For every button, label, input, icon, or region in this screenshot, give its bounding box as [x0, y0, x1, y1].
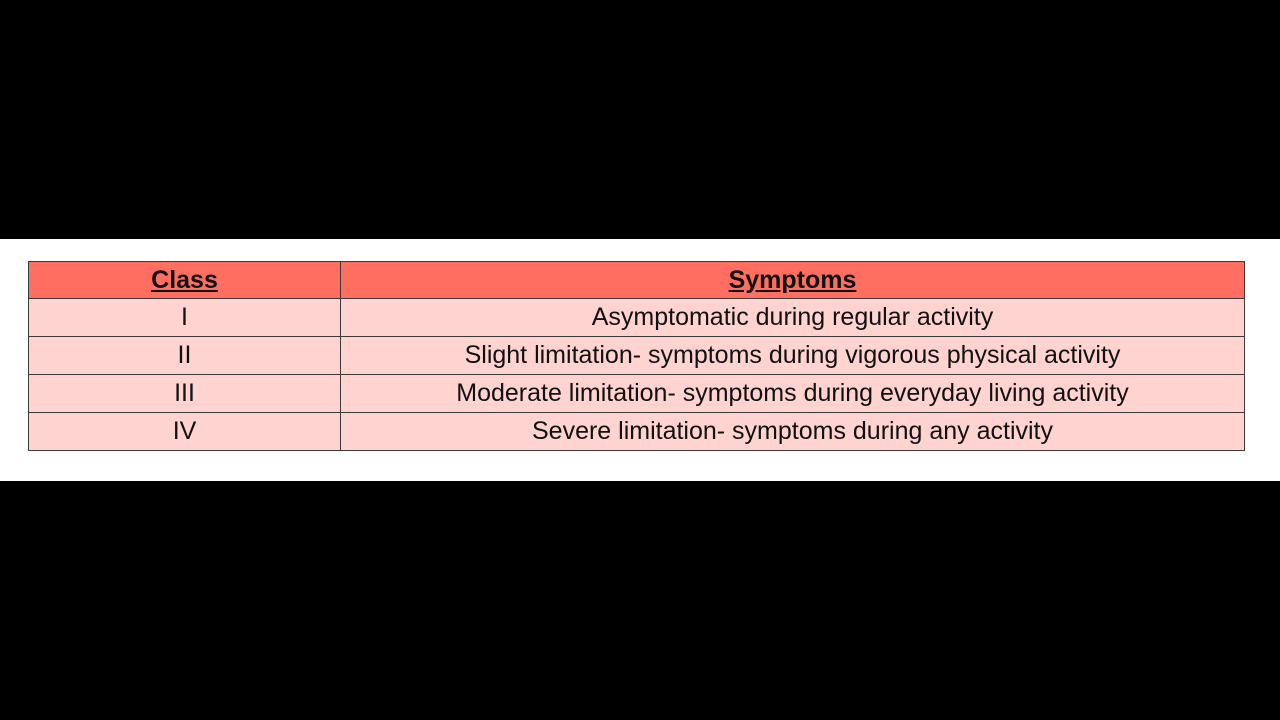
- symptoms-cell: Asymptomatic during regular activity: [341, 299, 1245, 337]
- table-row: [29, 375, 1245, 413]
- classification-table: [28, 261, 1245, 451]
- class-cell: III: [29, 375, 341, 413]
- table-row: [29, 299, 1245, 337]
- table-header-row: [29, 262, 1245, 299]
- table-row: [29, 413, 1245, 451]
- symptoms-cell: Severe limitation- symptoms during any activity: [341, 413, 1245, 451]
- class-cell: I: [29, 299, 341, 337]
- symptoms-cell: Slight limitation- symptoms during vigorous physical activity: [341, 337, 1245, 375]
- symptoms-cell: Moderate limitation- symptoms during everyday living activity: [341, 375, 1245, 413]
- class-cell: IV: [29, 413, 341, 451]
- slide-content-band: [0, 239, 1280, 481]
- column-header-class: Class: [29, 262, 341, 299]
- class-cell: II: [29, 337, 341, 375]
- table-row: [29, 337, 1245, 375]
- column-header-symptoms: Symptoms: [341, 262, 1245, 299]
